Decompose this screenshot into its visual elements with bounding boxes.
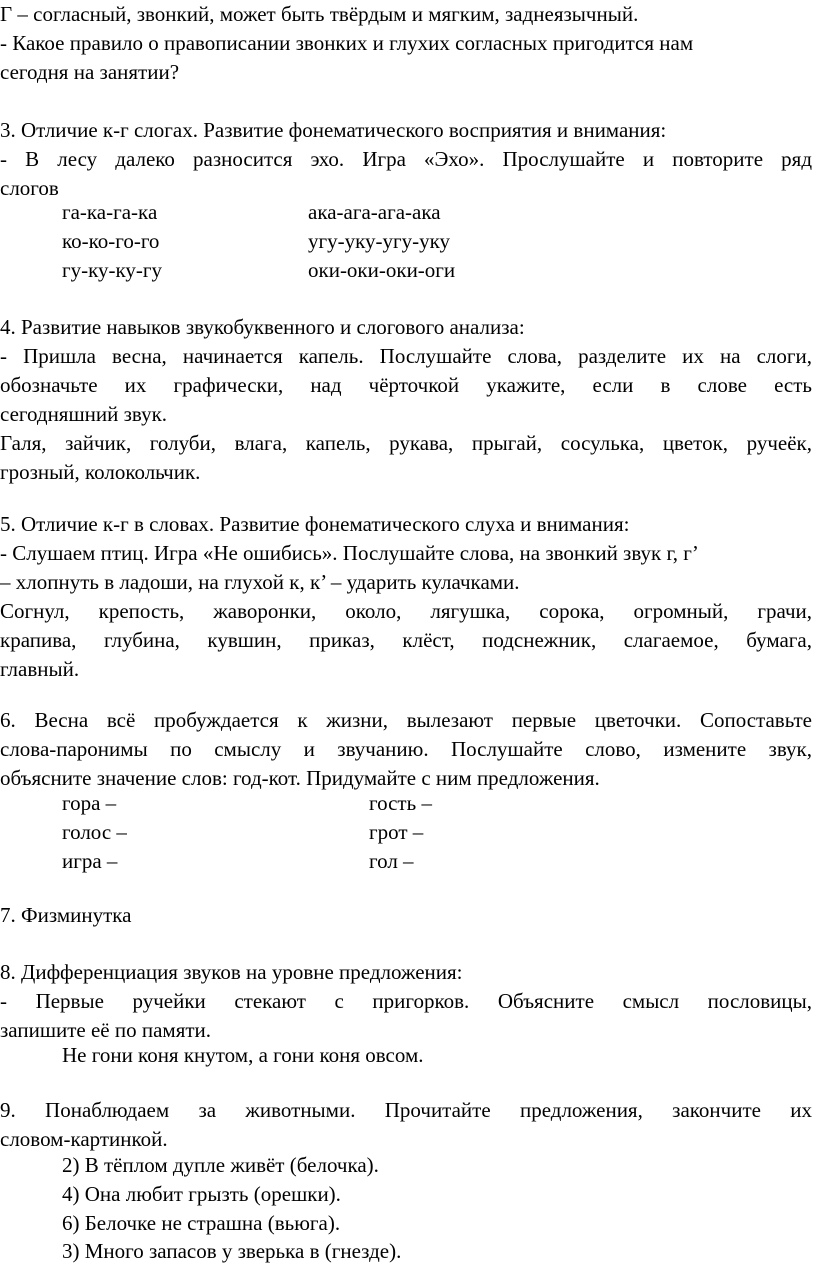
section-5-line-2: – хлопнуть в ладоши, на глухой к, к’ – ударить кулачками. xyxy=(0,570,520,594)
section-3-line-2: слогов xyxy=(0,176,59,200)
section-8-line-2: запишите её по памяти. xyxy=(0,1018,212,1042)
section-9-line-1: 9. Понаблюдаем за животными. Прочитайте предложения, закончите их xyxy=(0,1098,812,1122)
intro-line-3: сегодня на занятии? xyxy=(0,60,180,84)
section-3-line-1: - В лесу далеко разносится эхо. Игра «Эхо». Прослушайте и повторите ряд xyxy=(0,147,812,171)
paronym-right-2: грот – xyxy=(369,820,424,844)
section-5-word-list-3: главный. xyxy=(0,657,80,681)
sentence-item-2: 4) Она любит грызть (орешки). xyxy=(62,1182,341,1206)
syllable-right-3: оки-оки-оки-оги xyxy=(308,258,456,282)
section-6-line-2: слова-паронимы по смыслу и звучанию. Послушайте слово, измените звук, xyxy=(0,737,812,761)
paronym-left-2: голос – xyxy=(62,820,127,844)
section-8-heading: 8. Дифференциация звуков на уровне предложения: xyxy=(0,960,463,984)
section-6-line-1: 6. Весна всё пробуждается к жизни, вылезают первые цветочки. Сопоставьте xyxy=(0,708,812,732)
section-9-line-2: словом-картинкой. xyxy=(0,1127,168,1151)
section-5-word-list-2: крапива, глубина, кувшин, приказ, клёст, подснежник, слагаемое, бумага, xyxy=(0,628,812,652)
section-5-heading: 5. Отличие к-г в словах. Развитие фонематического слуха и внимания: xyxy=(0,512,630,536)
section-4-heading: 4. Развитие навыков звукобуквенного и слогового анализа: xyxy=(0,315,525,339)
syllable-right-1: ака-ага-ага-ака xyxy=(308,200,441,224)
syllable-right-2: угу-уку-угу-уку xyxy=(308,229,451,253)
intro-line-2: - Какое правило о правописании звонких и глухих согласных пригодится нам xyxy=(0,31,694,55)
section-4-word-list-2: грозный, колокольчик. xyxy=(0,460,201,484)
section-8-line-1: - Первые ручейки стекают с пригорков. Объясните смысл пословицы, xyxy=(0,989,812,1013)
section-4-line-2: обозначьте их графически, над чёрточкой укажите, если в слове есть xyxy=(0,373,812,397)
section-4-line-3: сегодняшний звук. xyxy=(0,402,168,426)
section-6-line-3: объясните значение слов: год-кот. Придумайте с ним предложения. xyxy=(0,766,600,790)
sentence-item-4: 3) Много запасов у зверька в (гнезде). xyxy=(62,1239,402,1263)
syllable-left-1: га-ка-га-ка xyxy=(62,200,158,224)
section-4-line-1: - Пришла весна, начинается капель. Послушайте слова, разделите их на слоги, xyxy=(0,344,812,368)
syllable-left-2: ко-ко-го-го xyxy=(62,229,160,253)
proverb: Не гони коня кнутом, а гони коня овсом. xyxy=(62,1043,424,1067)
section-3-heading: 3. Отличие к-г слогах. Развитие фонематического восприятия и внимания: xyxy=(0,118,667,142)
syllable-left-3: гу-ку-ку-гу xyxy=(62,258,163,282)
intro-line-1: Г – согласный, звонкий, может быть твёрдым и мягким, заднеязычный. xyxy=(0,2,639,26)
sentence-item-1: 2) В тёплом дупле живёт (белочка). xyxy=(62,1153,379,1177)
paronym-left-3: игра – xyxy=(62,849,118,873)
paronym-right-1: гость – xyxy=(369,791,432,815)
section-4-word-list-1: Галя, зайчик, голуби, влага, капель, рукава, прыгай, сосулька, цветок, ручеёк, xyxy=(0,431,812,455)
section-7-heading: 7. Физминутка xyxy=(0,903,132,927)
paronym-left-1: гора – xyxy=(62,791,117,815)
section-5-word-list-1: Согнул, крепость, жаворонки, около, лягушка, сорока, огромный, грачи, xyxy=(0,599,812,623)
paronym-right-3: гол – xyxy=(369,849,414,873)
section-5-line-1: - Слушаем птиц. Игра «Не ошибись». Послушайте слова, на звонкий звук г, г’ xyxy=(0,541,699,565)
sentence-item-3: 6) Белочке не страшна (вьюга). xyxy=(62,1211,341,1235)
